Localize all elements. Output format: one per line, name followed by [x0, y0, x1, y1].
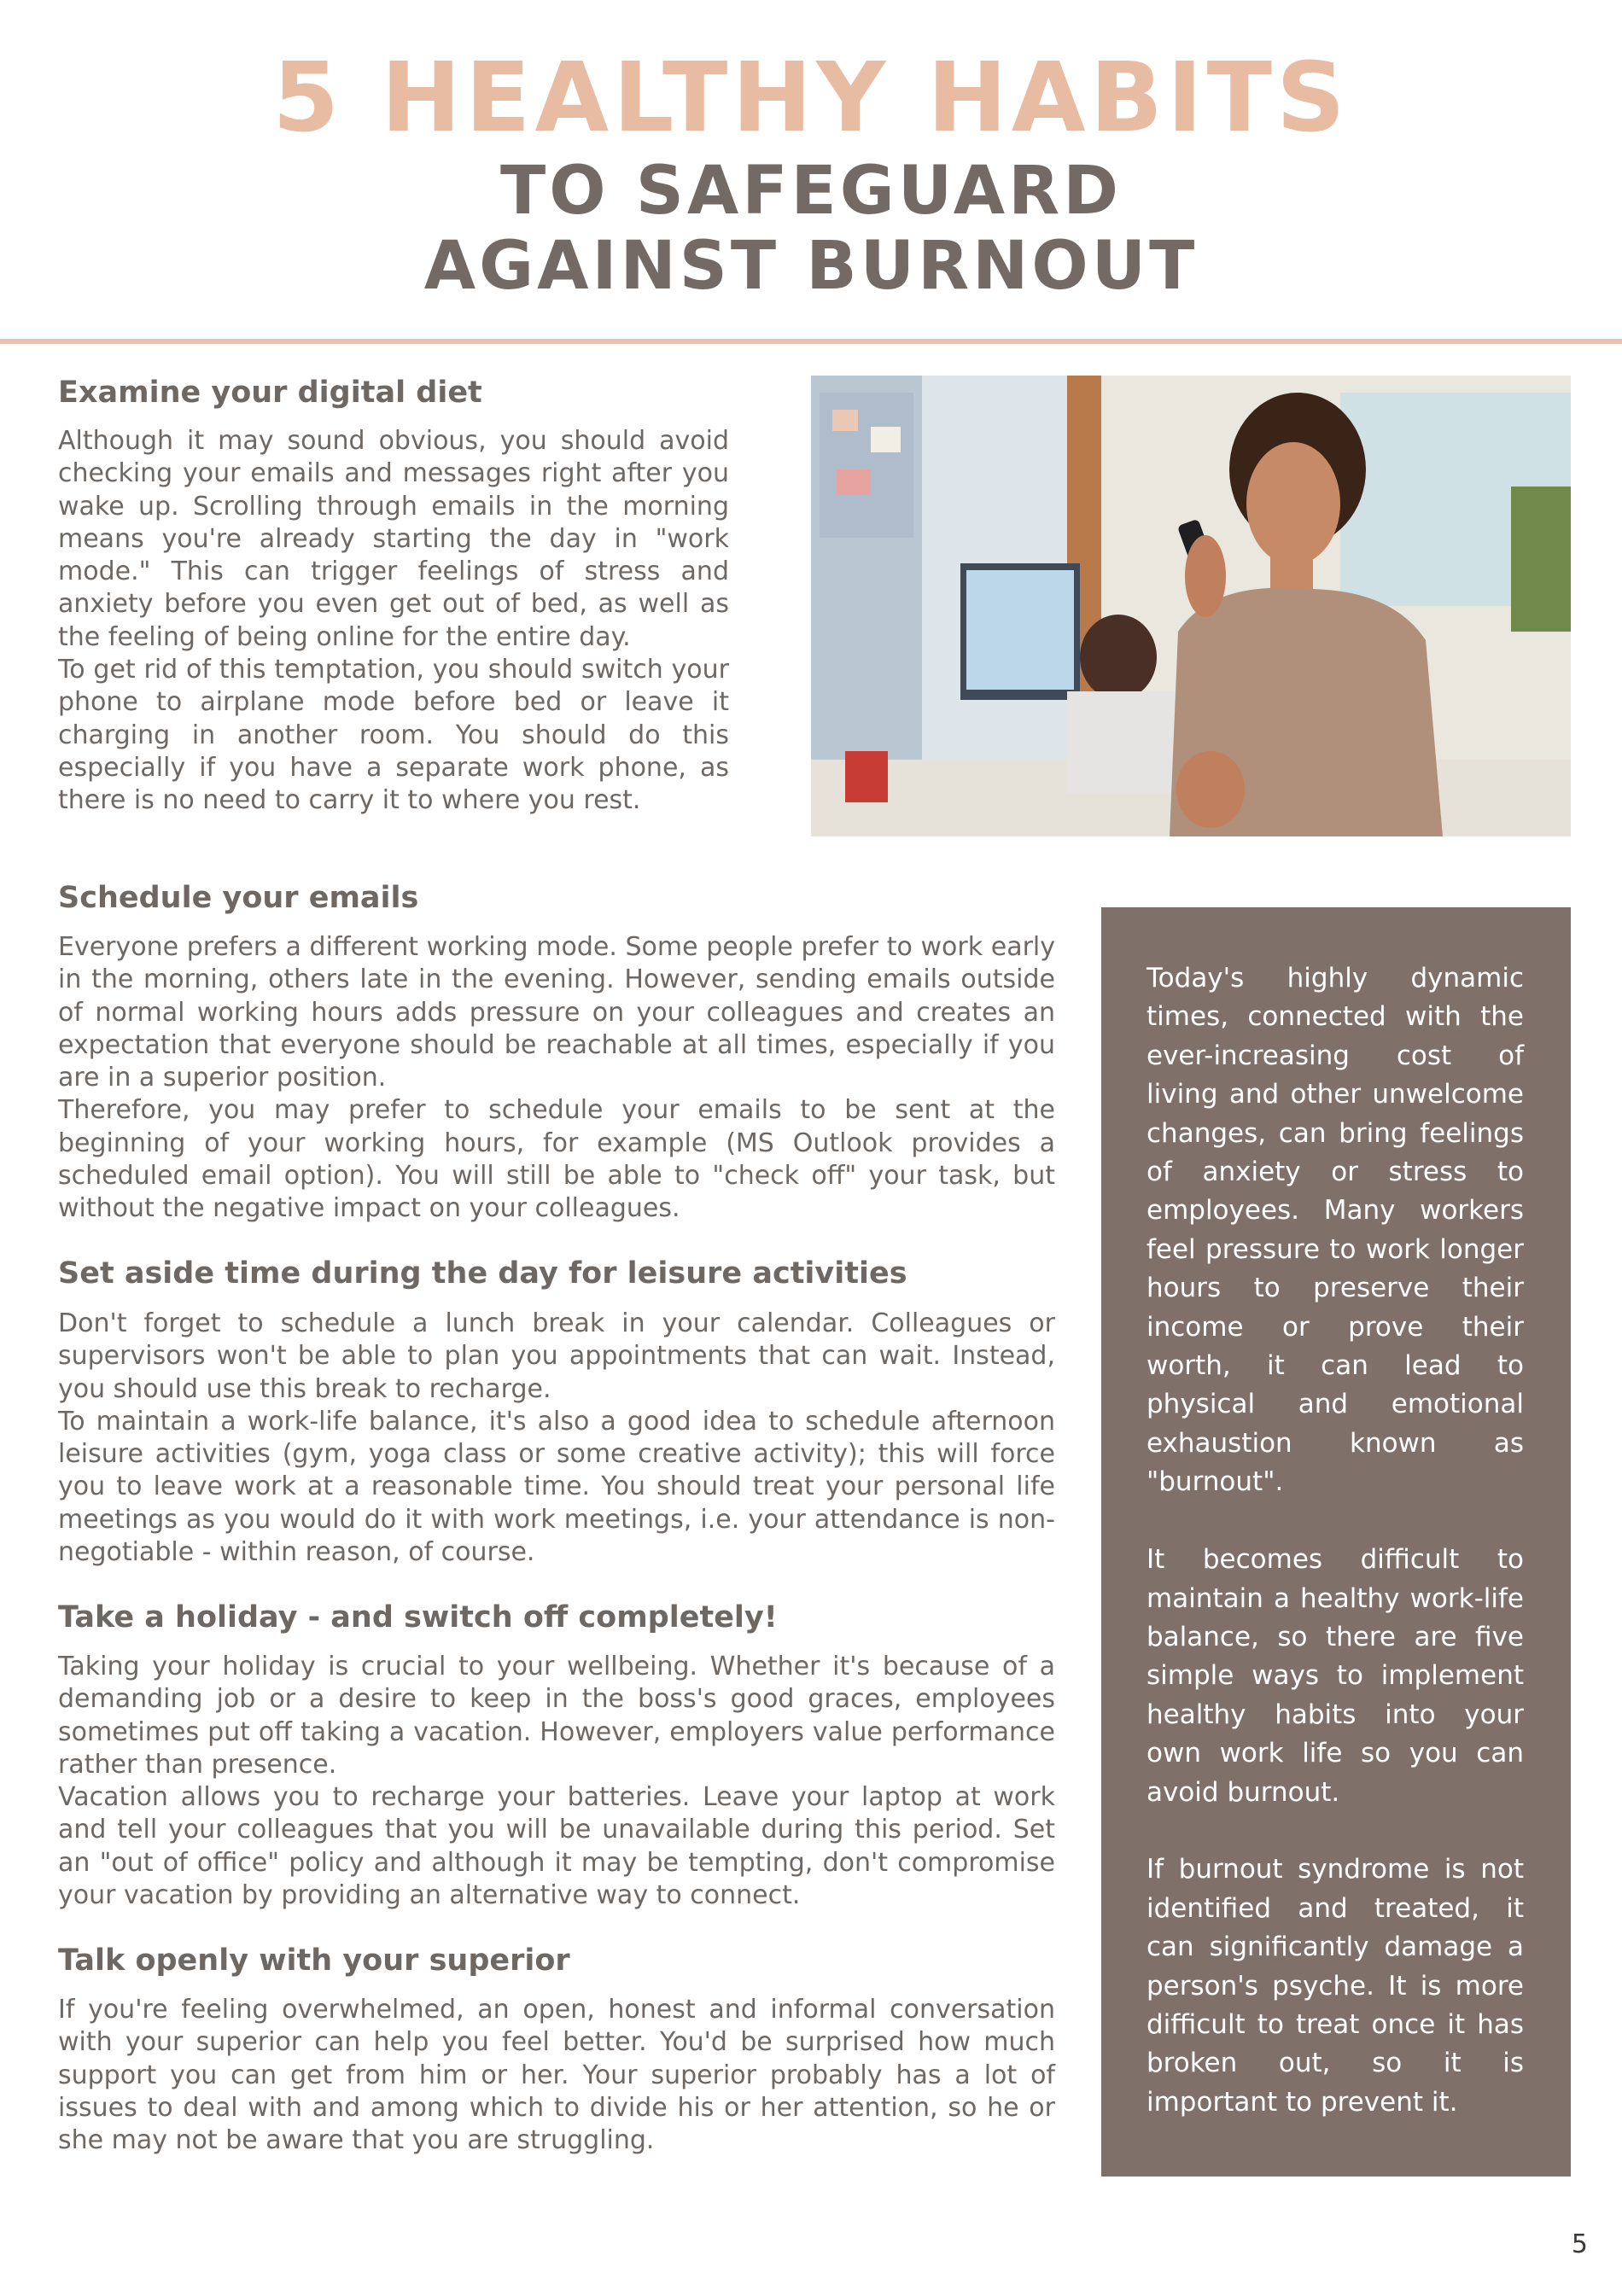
woman-on-phone-photo — [811, 376, 1571, 836]
header-divider — [0, 339, 1622, 344]
page-number: 5 — [1571, 2229, 1588, 2259]
section-heading-leisure: Set aside time during the day for leisure activities — [58, 1256, 907, 1291]
page-subtitle — [0, 154, 1622, 304]
section-heading-digital-diet: Examine your digital diet — [58, 376, 482, 410]
page-title: 5 HEALTHY HABITS — [272, 43, 1350, 154]
sidebar-text: Today's highly dynamic times, connected with the ever-increasing cost of living and other unwelcome changes, can bring feelings of anxiety or stress to employees. Many workers feel pressure to work longer hours to preserve their income or prove their worth, it can lead to physical and emotional exhaustion known as "burnout". It becomes difficult to maintain a healthy work-life balance, so there are five simple ways to implement healthy habits into your own work life so you can avoid burnout. If burnout syndrome is not identified and treated, it can significantly damage a person's psyche. It is more difficult to treat once it has broken out, so it is important to prevent it. — [1146, 963, 1524, 2118]
section-body-superior: If you're feeling overwhelmed, an open, honest and informal conversation with your superior can help you feel better. You'd be surprised how much support you can get from him or her. Your superior probably has a lot of issues to deal with and among which to divide his or her attention, so he or she may not be aware that you are struggling. — [58, 1995, 1055, 2156]
section-heading-superior: Talk openly with your superior — [58, 1943, 570, 1978]
section-body-leisure: Don't forget to schedule a lunch break in your calendar. Colleagues or supervisors won't be able to plan you appointments that can wait. Instead, you should use this break to recharge. To maintain a work-life balance, it's also a good idea to schedule afternoon leisure activities (gym, yoga class or some creative activity); this will force you to leave work at a reasonable time. You should treat your personal life meetings as you would do it with work meetings, i.e. your attendance is non-negotiable - within reason, of course. — [58, 1308, 1055, 1568]
section-heading-schedule-emails: Schedule your emails — [58, 881, 419, 915]
section-body-schedule-emails: Everyone prefers a different working mode. Some people prefer to work early in the morning, others late in the evening. However, sending emails outside of normal working hours adds pressure on your colleagues and creates an expectation that everyone should be reachable at all times, especially if you are in a superior position. Therefore, you may prefer to schedule your emails to be sent at the beginning of your working hours, for example (MS Outlook provides a scheduled email option). You will still be able to "check off" your task, but without the negative impact on your colleagues. — [58, 932, 1055, 1224]
section-body-digital-diet: Although it may sound obvious, you should avoid checking your emails and messages right after you wake up. Scrolling through emails in the morning means you're already starting the day in "work mode." This can trigger feelings of stress and anxiety before you even get out of bed, as well as the feeling of being online for the entire day. To get rid of this temptation, you should switch your phone to airplane mode before bed or leave it charging in another room. You should do this especially if you have a separate work phone, as there is no need to carry it to where you rest. — [58, 426, 729, 816]
section-body-holiday: Taking your holiday is crucial to your wellbeing. Whether it's because of a demanding job or a desire to keep in the boss's good graces, employees sometimes put off taking a vacation. However, employers value performance rather than presence. Vacation allows you to recharge your batteries. Leave your laptop at work and tell your colleagues that you will be unavailable during this period. Set an "out of office" policy and although it may be tempting, don't compromise your vacation by providing an alternative way to connect. — [58, 1652, 1055, 1911]
subtitle-line-1: TO SAFEGUARD — [500, 153, 1122, 230]
section-heading-holiday: Take a holiday - and switch off completely! — [58, 1600, 778, 1635]
subtitle-line-2: AGAINST BURNOUT — [423, 228, 1199, 305]
